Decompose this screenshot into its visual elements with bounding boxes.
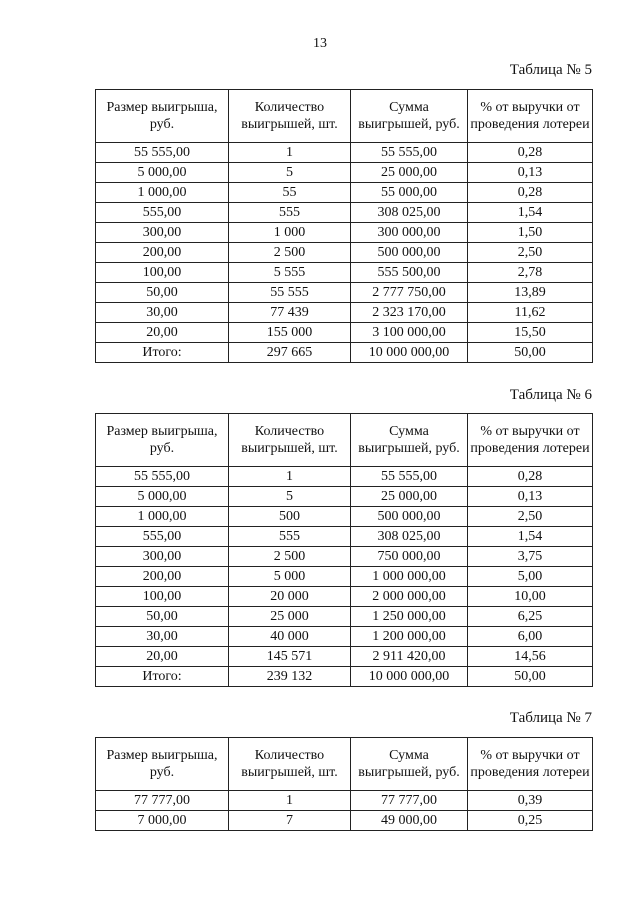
table-cell: 2,50 xyxy=(468,243,593,263)
table-cell: 77 777,00 xyxy=(96,791,229,811)
table-cell: 50,00 xyxy=(96,607,229,627)
table-cell: 30,00 xyxy=(96,627,229,647)
table-cell: 20,00 xyxy=(96,323,229,343)
column-header: Количество выигрышей, шт. xyxy=(229,738,351,791)
table-cell: 1 xyxy=(229,467,351,487)
table-cell: 49 000,00 xyxy=(351,811,468,831)
table-cell: 555,00 xyxy=(96,527,229,547)
table-cell: 308 025,00 xyxy=(351,203,468,223)
table-cell: 77 439 xyxy=(229,303,351,323)
table-row xyxy=(96,487,593,507)
table-cell: 7 000,00 xyxy=(96,811,229,831)
table-cell: 1,54 xyxy=(468,527,593,547)
table-total-row xyxy=(96,667,593,687)
table-cell: 55 000,00 xyxy=(351,183,468,203)
table-cell: 20,00 xyxy=(96,647,229,667)
table-cell: 11,62 xyxy=(468,303,593,323)
table-cell: 30,00 xyxy=(96,303,229,323)
table-cell: 1,54 xyxy=(468,203,593,223)
table-cell: 55 555,00 xyxy=(96,467,229,487)
table-cell: 500 000,00 xyxy=(351,243,468,263)
table-row xyxy=(96,223,593,243)
table-cell: 1 xyxy=(229,143,351,163)
table-cell: 20 000 xyxy=(229,587,351,607)
table-row xyxy=(96,303,593,323)
table-cell: 1,50 xyxy=(468,223,593,243)
column-header: Сумма выигрышей, руб. xyxy=(351,414,468,467)
table-cell: 25 000 xyxy=(229,607,351,627)
column-header: Размер выигрыша, руб. xyxy=(96,90,229,143)
table-cell: 300,00 xyxy=(96,223,229,243)
table-cell: 3,75 xyxy=(468,547,593,567)
table-header-row xyxy=(96,414,593,467)
table-cell: 1 xyxy=(229,791,351,811)
prize-table xyxy=(95,413,593,687)
table-row xyxy=(96,283,593,303)
table-cell: 2 500 xyxy=(229,547,351,567)
table-cell: 5,00 xyxy=(468,567,593,587)
table-cell: 1 000 xyxy=(229,223,351,243)
table-cell: 145 571 xyxy=(229,647,351,667)
table-cell: 2,50 xyxy=(468,507,593,527)
table-cell: 2 000 000,00 xyxy=(351,587,468,607)
table-cell: 1 000,00 xyxy=(96,507,229,527)
table-cell: 55 555,00 xyxy=(351,143,468,163)
table-cell: 1 000 000,00 xyxy=(351,567,468,587)
table-cell: 5 000,00 xyxy=(96,487,229,507)
table-cell: 1 200 000,00 xyxy=(351,627,468,647)
table-cell: 155 000 xyxy=(229,323,351,343)
column-header: Размер выигрыша, руб. xyxy=(96,738,229,791)
table-row xyxy=(96,607,593,627)
table-cell: 14,56 xyxy=(468,647,593,667)
table-cell: 25 000,00 xyxy=(351,163,468,183)
table-cell: 555 xyxy=(229,203,351,223)
table-cell: 2 911 420,00 xyxy=(351,647,468,667)
table-cell: 750 000,00 xyxy=(351,547,468,567)
table-caption: Таблица № 6 xyxy=(509,387,592,403)
table-cell: 5 000,00 xyxy=(96,163,229,183)
column-header: Сумма выигрышей, руб. xyxy=(351,90,468,143)
table-cell: 77 777,00 xyxy=(351,791,468,811)
table-header-row xyxy=(96,738,593,791)
table-cell: 25 000,00 xyxy=(351,487,468,507)
table-cell: 0,28 xyxy=(468,183,593,203)
page-number: 13 xyxy=(313,36,327,51)
table-cell: 555 xyxy=(229,527,351,547)
table-cell: 0,28 xyxy=(468,467,593,487)
table-cell: 5 xyxy=(229,163,351,183)
column-header: % от выручки от проведения лотереи xyxy=(468,414,593,467)
table-cell: Итого: xyxy=(96,343,229,363)
prize-table xyxy=(95,89,593,363)
column-header: Размер выигрыша, руб. xyxy=(96,414,229,467)
table-cell: Итого: xyxy=(96,667,229,687)
table-cell: 0,13 xyxy=(468,487,593,507)
table-cell: 5 xyxy=(229,487,351,507)
table-total-row xyxy=(96,343,593,363)
table-cell: 2,78 xyxy=(468,263,593,283)
table-cell: 2 500 xyxy=(229,243,351,263)
column-header: Количество выигрышей, шт. xyxy=(229,414,351,467)
table-row xyxy=(96,243,593,263)
table-header-row xyxy=(96,90,593,143)
table-cell: 55 555 xyxy=(229,283,351,303)
table-cell: 239 132 xyxy=(229,667,351,687)
table-cell: 5 555 xyxy=(229,263,351,283)
table-cell: 100,00 xyxy=(96,263,229,283)
table-cell: 6,00 xyxy=(468,627,593,647)
table-cell: 300,00 xyxy=(96,547,229,567)
table-cell: 10 000 000,00 xyxy=(351,667,468,687)
table-cell: 10 000 000,00 xyxy=(351,343,468,363)
table-cell: 308 025,00 xyxy=(351,527,468,547)
table-cell: 50,00 xyxy=(468,667,593,687)
table-cell: 200,00 xyxy=(96,243,229,263)
table-cell: 1 250 000,00 xyxy=(351,607,468,627)
table-cell: 55 555,00 xyxy=(96,143,229,163)
table-cell: 500 xyxy=(229,507,351,527)
table-cell: 15,50 xyxy=(468,323,593,343)
table-cell: 0,25 xyxy=(468,811,593,831)
table-cell: 13,89 xyxy=(468,283,593,303)
table-row xyxy=(96,163,593,183)
table-row xyxy=(96,143,593,163)
table-cell: 200,00 xyxy=(96,567,229,587)
table-cell: 555 500,00 xyxy=(351,263,468,283)
table-row xyxy=(96,627,593,647)
table-row xyxy=(96,811,593,831)
column-header: Количество выигрышей, шт. xyxy=(229,90,351,143)
table-cell: 5 000 xyxy=(229,567,351,587)
table-cell: 7 xyxy=(229,811,351,831)
table-row xyxy=(96,791,593,811)
table-cell: 50,00 xyxy=(468,343,593,363)
column-header: % от выручки от проведения лотереи xyxy=(468,90,593,143)
table-cell: 0,39 xyxy=(468,791,593,811)
table-cell: 100,00 xyxy=(96,587,229,607)
table-caption: Таблица № 7 xyxy=(509,710,592,726)
table-row xyxy=(96,183,593,203)
table-row xyxy=(96,323,593,343)
table-cell: 55 xyxy=(229,183,351,203)
table-cell: 500 000,00 xyxy=(351,507,468,527)
table-cell: 300 000,00 xyxy=(351,223,468,243)
table-row xyxy=(96,507,593,527)
table-cell: 40 000 xyxy=(229,627,351,647)
table-row xyxy=(96,203,593,223)
table-cell: 0,28 xyxy=(468,143,593,163)
table-row xyxy=(96,263,593,283)
table-cell: 6,25 xyxy=(468,607,593,627)
table-row xyxy=(96,547,593,567)
table-cell: 3 100 000,00 xyxy=(351,323,468,343)
table-cell: 1 000,00 xyxy=(96,183,229,203)
table-cell: 2 323 170,00 xyxy=(351,303,468,323)
table-cell: 55 555,00 xyxy=(351,467,468,487)
prize-table xyxy=(95,737,593,831)
table-cell: 2 777 750,00 xyxy=(351,283,468,303)
table-caption: Таблица № 5 xyxy=(509,62,592,78)
table-cell: 10,00 xyxy=(468,587,593,607)
column-header: Сумма выигрышей, руб. xyxy=(351,738,468,791)
table-cell: 0,13 xyxy=(468,163,593,183)
table-row xyxy=(96,527,593,547)
table-cell: 555,00 xyxy=(96,203,229,223)
table-row xyxy=(96,567,593,587)
table-row xyxy=(96,467,593,487)
table-row xyxy=(96,647,593,667)
table-row xyxy=(96,587,593,607)
column-header: % от выручки от проведения лотереи xyxy=(468,738,593,791)
table-cell: 297 665 xyxy=(229,343,351,363)
table-cell: 50,00 xyxy=(96,283,229,303)
